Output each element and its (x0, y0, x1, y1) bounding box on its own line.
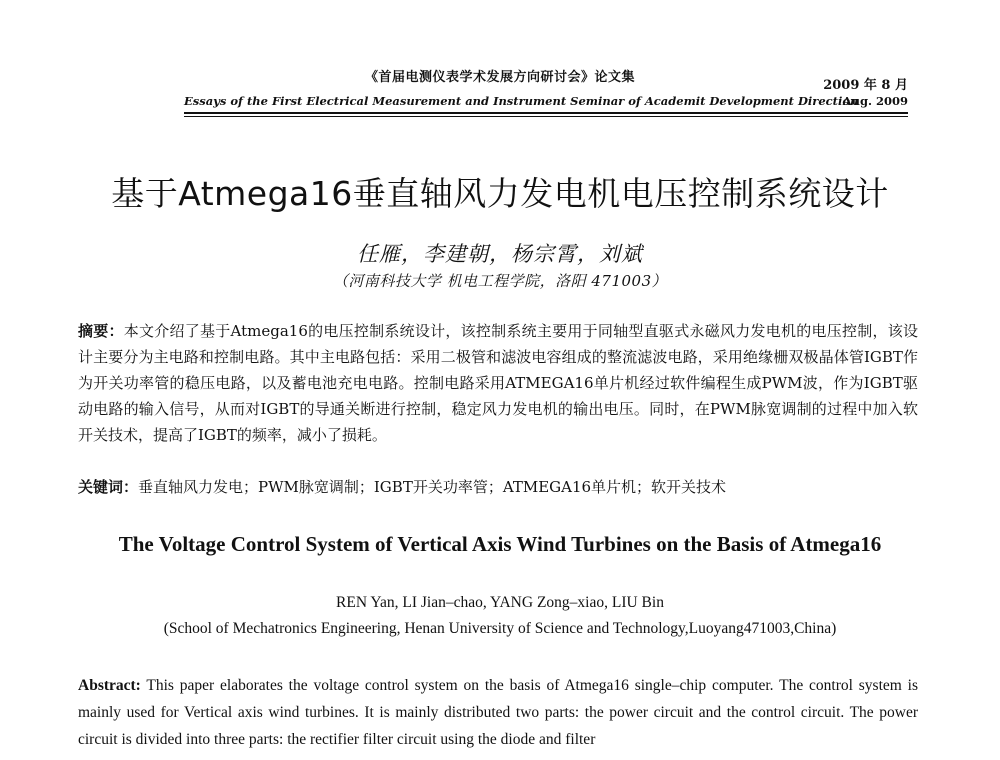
issue-date-en: Aug. 2009 (842, 94, 908, 108)
keywords-cn-text: 垂直轴风力发电；PWM脉宽调制；IGBT开关功率管；ATMEGA16单片机；软开关技术 (138, 478, 727, 496)
affiliation-en: (School of Mechatronics Engineering, Henan University of Science and Technology,Luoyang471003,China) (163, 620, 837, 637)
abstract-cn-label: 摘要： (78, 322, 124, 340)
header-divider-thin (184, 116, 908, 117)
journal-title-en: Essays of the First Electrical Measurement and Instrument Seminar of Academit Development Direction (184, 94, 859, 108)
paper-title-cn: 基于Atmega16垂直轴风力发电机电压控制系统设计 (111, 174, 889, 213)
paper-title-en: The Voltage Control System of Vertical Axis Wind Turbines on the Basis of Atmega16 (118, 532, 882, 556)
keywords-cn-label: 关键词： (78, 478, 139, 496)
abstract-cn-text: 本文介绍了基于Atmega16的电压控制系统设计，该控制系统主要用于同轴型直驱式永磁风力发电机的电压控制，该设计主要分为主电路和控制电路。其中主电路包括：采用二极管和滤波电容组成的整流滤波电路，采用绝缘栅双极晶体管IGBT作为开关功率管的稳压电路，以及蓄电池充电电路。控制电路采用ATMEGA16单片机经过软件编程生成PWM波，作为IGBT驱动电路的输入信号，从而对IGBT的导通关断进行控制，稳定风力发电机的输出电压。同时，在PWM脉宽调制的过程中加入软开关技术，提高了IGBT的频率，减小了损耗。 (78, 322, 918, 444)
affiliation-cn: （河南科技大学 机电工程学院，洛阳 471003） (332, 272, 668, 290)
journal-title-cn: 《首届电测仪表学术发展方向研讨会》论文集 (364, 70, 635, 85)
header-divider-thick (184, 112, 908, 114)
abstract-cn (78, 318, 918, 448)
abstract-en (78, 672, 918, 753)
abstract-en-label: Abstract: (78, 677, 141, 694)
abstract-en-text: This paper elaborates the voltage control system on the basis of Atmega16 single–chip computer. The control system is mainly used for Vertical axis wind turbines. It is mainly distributed two parts: the power circuit and the control circuit. The power circuit is divided into three parts: the rectifier filter circuit using the diode and filter (78, 677, 918, 748)
keywords-cn (78, 474, 918, 500)
authors-en: REN Yan, LI Jian–chao, YANG Zong–xiao, LIU Bin (336, 594, 664, 611)
authors-cn: 任雁，李建朝，杨宗霄，刘斌 (357, 242, 643, 266)
issue-date-cn: 2009 年 8 月 (823, 78, 908, 93)
